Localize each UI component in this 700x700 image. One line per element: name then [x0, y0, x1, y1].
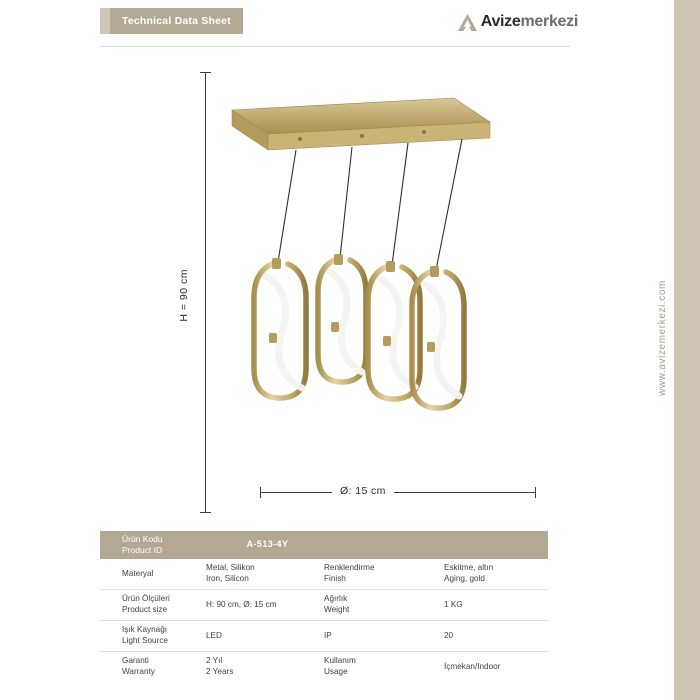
product-id-label — [122, 534, 163, 555]
row-label-weight — [324, 594, 444, 615]
height-dimension-label: H = 90 cm — [178, 265, 190, 326]
row-label2-en: Usage — [324, 667, 348, 676]
row-value-tr: H: 90 cm, Ø: 15 cm — [206, 599, 277, 609]
row-value-usage — [444, 662, 548, 673]
product-id-value: A-513-4Y — [246, 539, 289, 550]
row-label-ip — [324, 631, 444, 642]
row-value2-tr: 1 KG — [444, 599, 463, 609]
brand-name — [481, 13, 578, 31]
row-value-ip — [444, 631, 548, 642]
table-row — [100, 621, 548, 652]
row-value-tr: Metal, Silikon — [206, 563, 255, 573]
row-label-en: Light Source — [122, 636, 168, 645]
row-label-en: Product size — [122, 605, 168, 614]
badge-label: Technical Data Sheet — [110, 8, 243, 34]
row-value2-tr: Eskitme, altın — [444, 563, 494, 573]
row-value2-en: Aging, gold — [444, 574, 485, 583]
pendant-lamp-illustration — [100, 60, 570, 520]
row-value-weight — [444, 600, 548, 611]
row-value-tr: LED — [206, 630, 222, 640]
table-row — [100, 652, 548, 682]
row-label-product-size — [100, 594, 206, 615]
product-id-label-en: Product ID — [122, 545, 163, 555]
row-label-tr: Işık Kaynağı — [122, 625, 168, 635]
row-value2-tr: 20 — [444, 630, 454, 640]
row-label2-tr: IP — [324, 630, 332, 640]
avize-logo-icon — [458, 14, 477, 31]
row-label-light-source — [100, 625, 206, 646]
row-label-en: Warranty — [122, 667, 155, 676]
badge-tab-accent — [100, 8, 110, 34]
brand-name-primary: Avize — [480, 13, 521, 30]
specification-table — [100, 531, 548, 682]
row-value-en: 2 Years — [206, 667, 234, 676]
row-value-en: Iron, Silicon — [206, 574, 249, 583]
row-label-warranty — [100, 656, 206, 677]
row-value2-tr: İçmekan/Indoor — [444, 661, 501, 671]
table-row — [100, 559, 548, 590]
product-id-label-tr: Ürün Kodu — [122, 534, 163, 545]
row-label-tr: Garanti — [122, 656, 149, 666]
row-value-finish — [444, 563, 548, 584]
row-value-material — [206, 563, 324, 584]
row-label-tr: Materyal — [122, 568, 154, 578]
header-divider — [100, 46, 570, 47]
row-label-usage — [324, 656, 444, 677]
row-label-finish — [324, 563, 444, 584]
product-drawing — [100, 60, 570, 520]
row-value-warranty — [206, 656, 324, 677]
row-value-light-source — [206, 631, 324, 642]
brand-logo — [458, 13, 578, 31]
row-label-material — [100, 569, 206, 580]
diameter-dimension-label: Ø: 15 cm — [332, 485, 394, 497]
row-label2-en: Weight — [324, 605, 350, 614]
brand-name-secondary: merkezi — [520, 13, 578, 30]
row-value-tr: 2 Yıl — [206, 656, 223, 666]
row-label2-tr: Renklendirme — [324, 563, 375, 573]
row-label2-tr: Ağırlık — [324, 594, 348, 604]
technical-data-sheet-badge — [100, 8, 243, 34]
right-accent-bar — [674, 0, 700, 700]
table-header-row — [100, 531, 548, 559]
table-row — [100, 590, 548, 621]
row-value-product-size — [206, 600, 324, 611]
row-label2-en: Finish — [324, 574, 346, 583]
website-url: www.avizemerkezi.com — [657, 280, 668, 396]
row-label2-tr: Kullanım — [324, 656, 356, 666]
row-label-tr: Ürün Ölçüleri — [122, 594, 170, 604]
